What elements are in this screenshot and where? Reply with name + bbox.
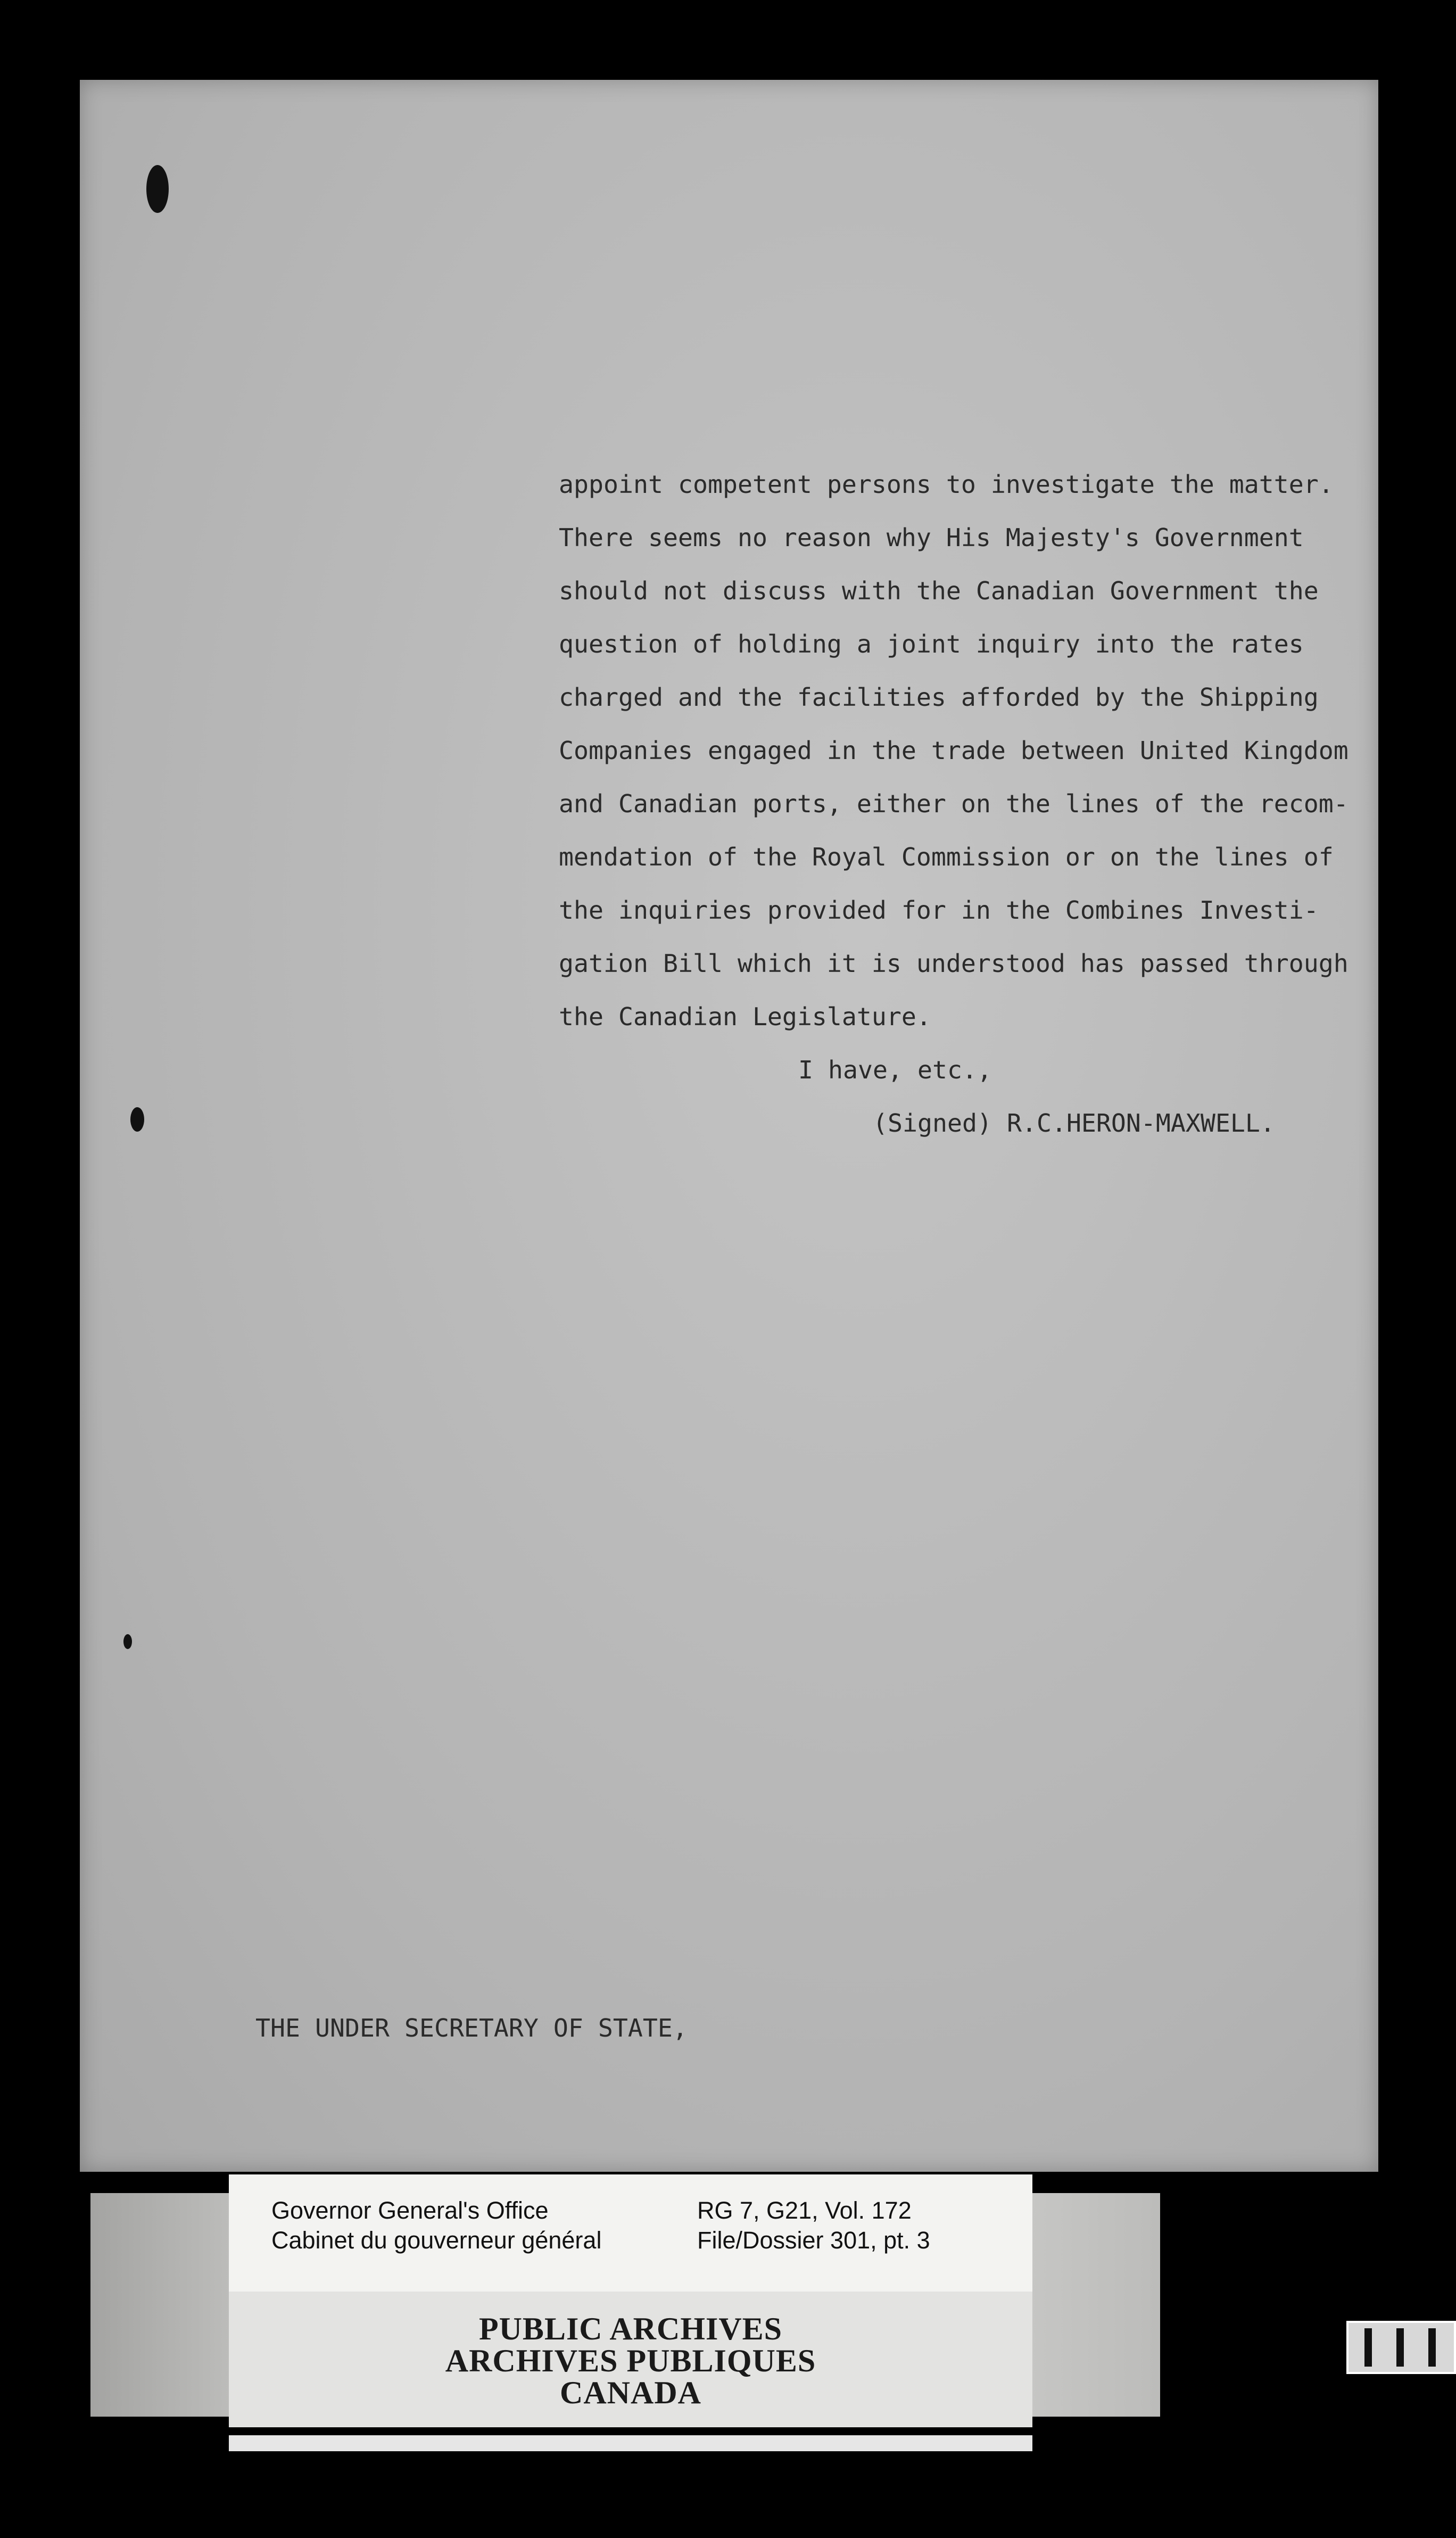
stamp-line-french: ARCHIVES PUBLIQUES [445,2343,816,2378]
punch-hole-middle [130,1107,144,1132]
frame-number-marker [1346,2321,1456,2374]
letter-signature: (Signed) R.C.HERON-MAXWELL. [873,1109,1275,1138]
stamp-line-country: CANADA [560,2375,701,2410]
label-office-column [271,2196,601,2255]
office-french: Cabinet du gouverneur général [271,2227,602,2254]
letter-closing: I have, etc., [798,1056,992,1084]
letter-body [559,458,1432,1043]
body-line: the Canadian Legislature. [559,1002,931,1031]
archive-reference-label [229,2174,1032,2292]
body-line: the inquiries provided for in the Combines Investi- [559,896,1319,925]
body-line: should not discuss with the Canadian Government the [559,576,1319,605]
punch-hole-top [146,165,169,213]
body-line: Companies engaged in the trade between United Kingdom [559,736,1349,765]
record-group-reference: RG 7, G21, Vol. 172 [697,2197,912,2224]
body-line: appoint competent persons to investigate the matter. [559,470,1334,499]
document-page [80,80,1378,2172]
body-line: mendation of the Royal Commission or on the lines of [559,843,1334,871]
body-line: There seems no reason why His Majesty's Government [559,523,1304,552]
stamp-line-english: PUBLIC ARCHIVES [478,2311,783,2346]
label-reference-column [697,2196,930,2255]
frame-mark-bar [1428,2328,1436,2367]
addressee-title: THE UNDER SECRETARY OF STATE, [255,2014,688,2042]
frame-mark-bar [1396,2328,1404,2367]
label-bottom-strip [229,2435,1032,2451]
frame-mark-bar [1364,2328,1372,2367]
file-reference: File/Dossier 301, pt. 3 [697,2227,930,2254]
public-archives-stamp [229,2292,1032,2427]
punch-hole-lower [123,1634,132,1649]
body-line: charged and the facilities afforded by the Shipping [559,683,1319,712]
body-line: gation Bill which it is understood has passed through [559,949,1349,978]
office-english: Governor General's Office [271,2197,549,2224]
body-line: question of holding a joint inquiry into the rates [559,630,1304,658]
body-line: and Canadian ports, either on the lines of the recom- [559,789,1349,818]
